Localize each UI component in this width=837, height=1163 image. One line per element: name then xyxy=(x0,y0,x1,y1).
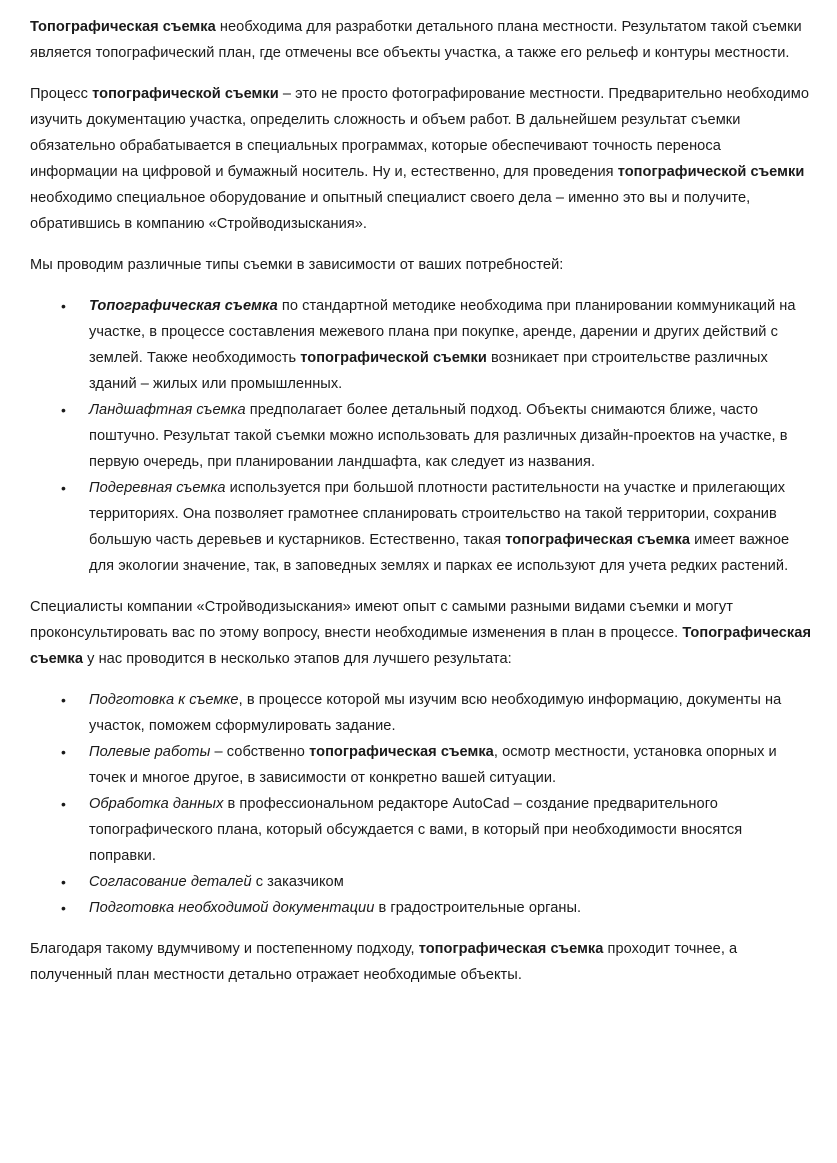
stages-list xyxy=(30,687,811,921)
bold-term: топографическая съемка xyxy=(309,744,494,760)
bullet-icon: • xyxy=(61,744,66,760)
list-item xyxy=(61,397,811,475)
bold-italic-term: Топографическая съемка xyxy=(89,298,278,314)
list-item xyxy=(61,687,811,739)
list-item xyxy=(61,739,811,791)
text: у нас проводится в несколько этапов для лучшего результата: xyxy=(83,651,512,667)
text: по стандартной методике необходима при планировании коммуникаций на участке, в процессе составления межевого плана при покупке, аренде, дарении и других действий с землей. Также необходимость xyxy=(89,298,796,366)
text: используется при большой плотности растительности на участке и прилегающих территориях. Она позволяет грамотнее спланировать строительство на такой территории, сохранив большую часть деревьев и кустарников. Естественно, такая xyxy=(89,480,786,548)
italic-term: Подеревная съемка xyxy=(89,480,226,496)
italic-term: Ландшафтная съемка xyxy=(89,402,246,418)
text: в градостроительные органы. xyxy=(374,900,582,916)
list-item xyxy=(61,869,811,895)
italic-term: Подготовка необходимой документации xyxy=(89,900,375,916)
text: Специалисты компании «Стройводизыскания» имеют опыт с самыми разными видами съемки и могут проконсультировать вас по этому вопросу, внести необходимые изменения в план в процессе. xyxy=(30,599,733,641)
survey-types-intro xyxy=(30,252,811,278)
list-item xyxy=(61,791,811,869)
italic-term: Согласование деталей xyxy=(89,874,252,890)
italic-term: Полевые работы xyxy=(89,744,211,760)
text: – собственно xyxy=(210,744,310,760)
intro-paragraph xyxy=(30,14,811,66)
text: , осмотр местности, установка опорных и точек и многое другое, в зависимости от конкретно вашей ситуации. xyxy=(89,744,777,786)
text: необходимо специальное оборудование и опытный специалист своего дела – именно это вы и получите, обратившись в компанию «Стройводизыскания». xyxy=(30,190,751,232)
text: Мы проводим различные типы съемки в зависимости от ваших потребностей: xyxy=(30,257,564,273)
italic-term: Обработка данных xyxy=(89,796,224,812)
bullet-icon: • xyxy=(61,692,66,708)
text: с заказчиком xyxy=(251,874,344,890)
text: предполагает более детальный подход. Объекты снимаются ближе, часто поштучно. Результат такой съемки можно использовать для различных дизайн-проектов на участке, в первую очередь, при планировании ландшафта, как следует из названия. xyxy=(89,402,788,470)
bullet-icon: • xyxy=(61,480,66,496)
text: Процесс xyxy=(30,86,93,102)
text: необходима для разработки детального плана местности. Результатом такой съемки является топографический план, где отмечены все объекты участка, а также его рельеф и контуры местности. xyxy=(30,19,802,61)
text: – это не просто фотографирование местности. Предварительно необходимо изучить документацию участка, определить сложность и объем работ. В дальнейшем результат съемки обязательно обрабатывается в специальных программах, которые обеспечивают точность переноса информации на цифровой и бумажный носитель. Ну и, естественно, для проведения xyxy=(30,86,809,180)
text: проходит точнее, а полученный план местности детально отражает необходимые объекты. xyxy=(30,941,738,983)
bold-term: Топографическая съемка xyxy=(30,19,216,35)
conclusion-paragraph xyxy=(30,936,811,988)
italic-term: Подготовка к съемке xyxy=(89,692,239,708)
bold-term: топографической съемки xyxy=(617,164,805,180)
text: имеет важное для экологии значение, так, в заповедных землях и парках ее используют для учета редких растений. xyxy=(89,532,790,574)
bold-term: топографической съемки xyxy=(92,86,279,102)
list-item xyxy=(61,895,811,921)
text: возникает при строительстве различных зданий – жилых или промышленных. xyxy=(89,350,768,392)
bullet-icon: • xyxy=(61,900,66,916)
list-item xyxy=(61,293,811,397)
bullet-icon: • xyxy=(61,796,66,812)
bold-term: топографическая съемка xyxy=(418,941,604,957)
text: , в процессе которой мы изучим всю необходимую информацию, документы на участок, поможем сформулировать задание. xyxy=(89,692,782,734)
bullet-icon: • xyxy=(61,298,66,314)
bold-term: топографической съемки xyxy=(300,350,487,366)
text: Благодаря такому вдумчивому и постепенному подходу, xyxy=(30,941,419,957)
bullet-icon: • xyxy=(61,402,66,418)
bullet-icon: • xyxy=(61,874,66,890)
text: в профессиональном редакторе AutoCad – создание предварительного топографического плана, который обсуждается с вами, в который при необходимости вносятся поправки. xyxy=(89,796,743,864)
bold-term: Топографическая съемка xyxy=(30,625,812,667)
specialists-paragraph xyxy=(30,594,811,672)
process-paragraph xyxy=(30,81,811,237)
bold-term: топографическая съемка xyxy=(505,532,691,548)
list-item xyxy=(61,475,811,579)
survey-types-list xyxy=(30,293,811,579)
